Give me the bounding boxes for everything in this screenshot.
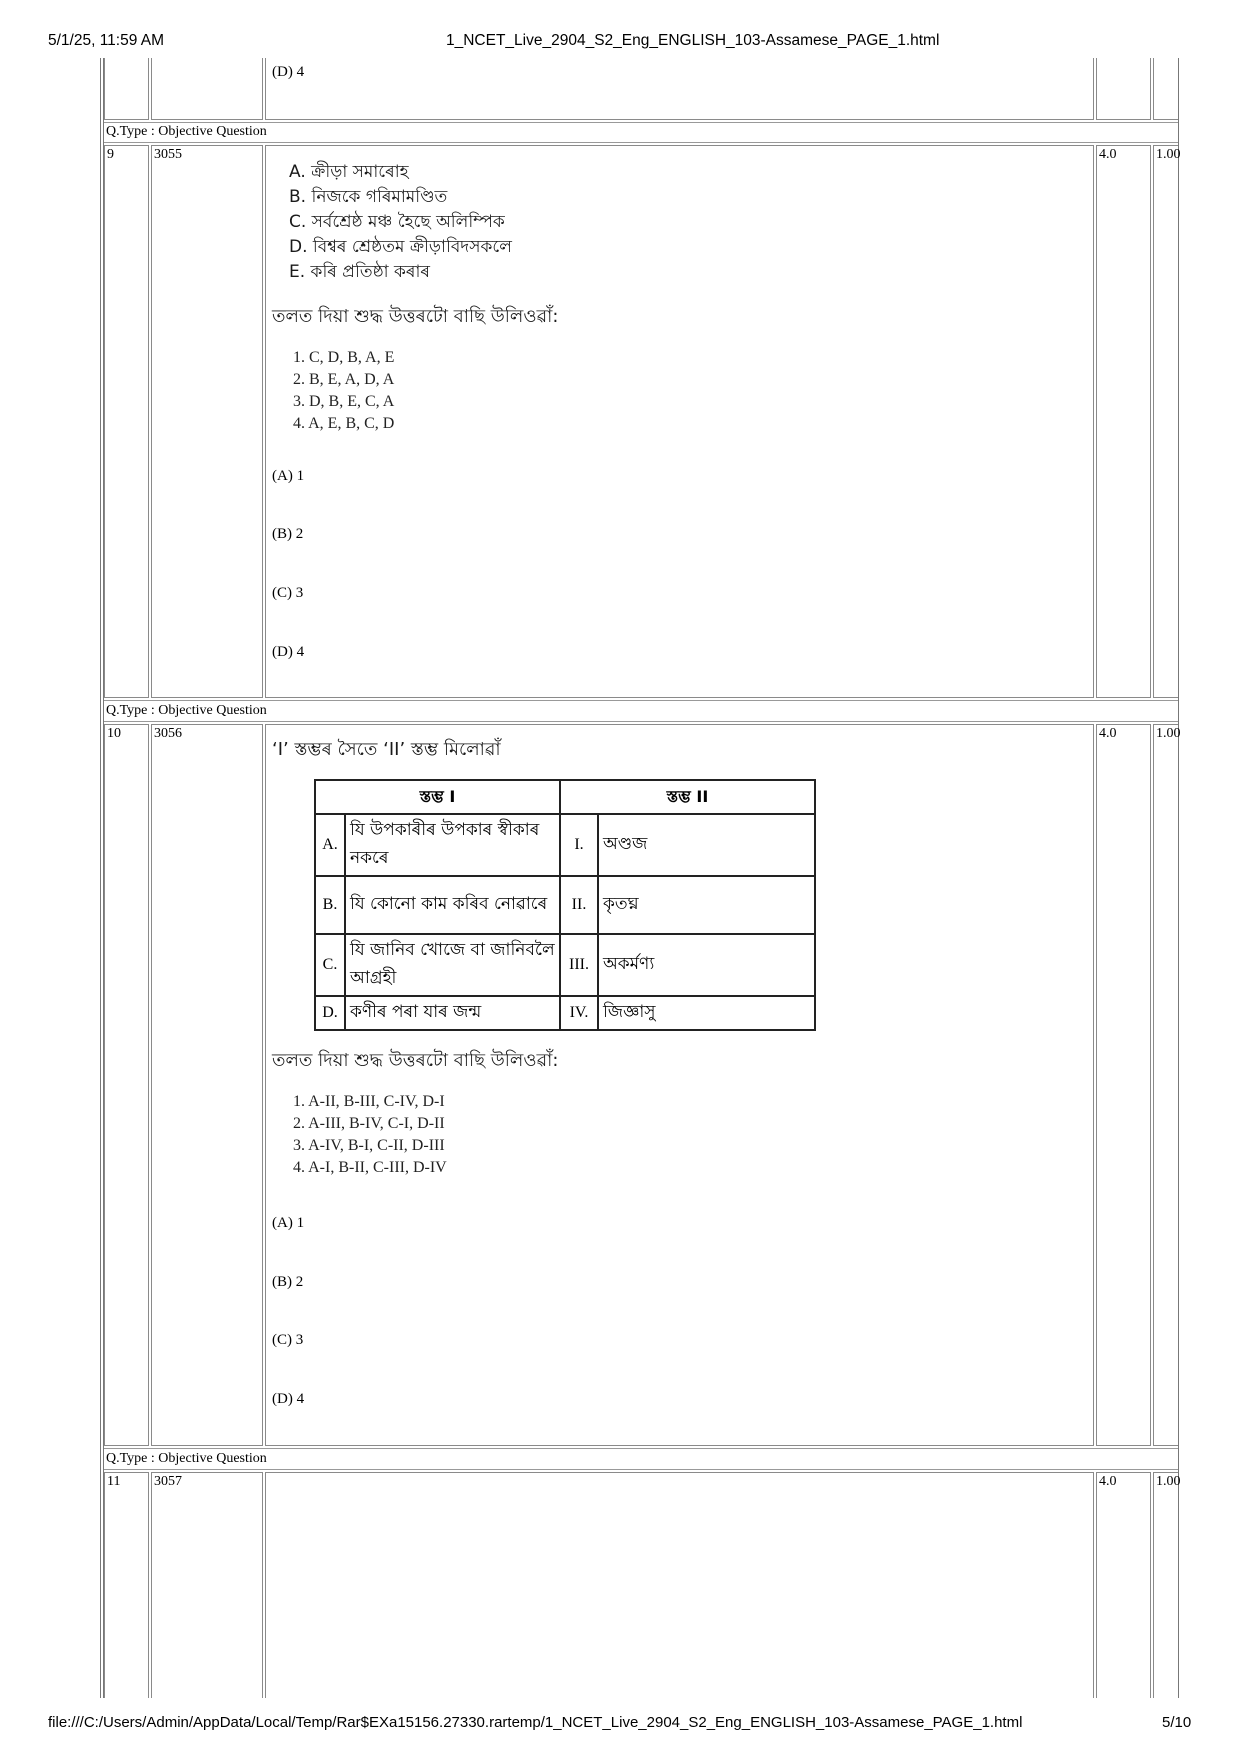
q10-left-item: যি কোনো কাম কৰিব নোৱাৰে bbox=[345, 876, 560, 934]
q11-marks: 4.0 bbox=[1099, 1474, 1117, 1489]
q10-choice: 2. A-III, B-IV, C-I, D-II bbox=[293, 1115, 445, 1132]
q9-choice: 3. D, B, E, C, A bbox=[293, 393, 395, 410]
q10-question-id: 3056 bbox=[154, 726, 182, 741]
q10-right-item: জিজ্ঞাসু bbox=[598, 996, 815, 1030]
q9-option-c: (C) 3 bbox=[272, 585, 304, 601]
divider bbox=[104, 142, 1178, 143]
q9-statement: E. কৰি প্ৰতিষ্ঠা কৰাৰ bbox=[289, 262, 430, 282]
q10-right-item: কৃতঘ্ন bbox=[598, 876, 815, 934]
prev-sno-cell bbox=[104, 58, 149, 120]
q10-match-table bbox=[314, 779, 816, 1031]
q10-left-item: যি জানিব খোজে বা জানিবলৈ আগ্ৰহী bbox=[345, 934, 560, 996]
q10-row-label: D. bbox=[315, 996, 345, 1030]
q9-marks-cell bbox=[1096, 145, 1151, 698]
divider bbox=[104, 700, 1178, 701]
q11-negative-marks: 1.00 bbox=[1156, 1474, 1181, 1489]
prev-marks-cell bbox=[1096, 58, 1151, 120]
q10-choice-list bbox=[293, 1091, 447, 1179]
print-doc-title: 1_NCET_Live_2904_S2_Eng_ENGLISH_103-Assamese_PAGE_1.html bbox=[446, 32, 940, 49]
q9-sno-cell bbox=[104, 145, 149, 698]
print-datetime: 5/1/25, 11:59 AM bbox=[48, 32, 165, 49]
q9-choice-list bbox=[293, 347, 394, 435]
divider bbox=[104, 1448, 1178, 1449]
qtype-label-10: Q.Type : Objective Question bbox=[106, 703, 267, 718]
q9-statement-list bbox=[289, 160, 512, 285]
q11-neg-cell bbox=[1153, 1472, 1181, 1698]
q10-option-a: (A) 1 bbox=[272, 1215, 305, 1231]
q10-row-label: C. bbox=[315, 934, 345, 996]
q11-qid-cell bbox=[151, 1472, 263, 1698]
q9-marks: 4.0 bbox=[1099, 147, 1117, 162]
q11-question-cell bbox=[265, 1472, 1094, 1698]
q9-negative-marks: 1.00 bbox=[1156, 147, 1181, 162]
q10-sno-cell bbox=[104, 724, 149, 1446]
print-page-number: 5/10 bbox=[1162, 1714, 1192, 1731]
divider bbox=[104, 1469, 1178, 1470]
q10-row-label: IV. bbox=[560, 996, 598, 1030]
q11-marks-cell bbox=[1096, 1472, 1151, 1698]
q10-row-label: B. bbox=[315, 876, 345, 934]
prev-question-cell bbox=[265, 58, 1094, 120]
q10-row-label: I. bbox=[560, 814, 598, 876]
prev-option-d: (D) 4 bbox=[272, 64, 305, 80]
q10-serial: 10 bbox=[107, 726, 121, 741]
q10-row-label: III. bbox=[560, 934, 598, 996]
qtype-label-11: Q.Type : Objective Question bbox=[106, 1451, 267, 1466]
q10-instruction: তলত দিয়া শুদ্ধ উত্তৰটো বাছি উলিওৱাঁ: bbox=[272, 1050, 559, 1071]
q10-choice: 1. A-II, B-III, C-IV, D-I bbox=[293, 1093, 445, 1110]
q9-choice: 1. C, D, B, A, E bbox=[293, 349, 395, 366]
q10-row-label: A. bbox=[315, 814, 345, 876]
q10-qid-cell bbox=[151, 724, 263, 1446]
q10-option-b: (B) 2 bbox=[272, 1274, 304, 1290]
q10-choice: 4. A-I, B-II, C-III, D-IV bbox=[293, 1159, 447, 1176]
q9-option-d: (D) 4 bbox=[272, 644, 305, 660]
prev-qid-cell bbox=[151, 58, 263, 120]
q10-neg-cell bbox=[1153, 724, 1181, 1446]
q9-question-id: 3055 bbox=[154, 147, 182, 162]
q11-sno-cell bbox=[104, 1472, 149, 1698]
q10-choice: 3. A-IV, B-I, C-II, D-III bbox=[293, 1137, 445, 1154]
q10-marks-cell bbox=[1096, 724, 1151, 1446]
q11-serial: 11 bbox=[107, 1474, 121, 1489]
q10-right-item: অণ্ডজ bbox=[598, 814, 815, 876]
print-file-path: file:///C:/Users/Admin/AppData/Local/Temp/Rar$EXa15156.27330.rartemp/1_NCET_Live_2904_S2_Eng_ENGLISH_103-Assamese_PAGE_1.html bbox=[48, 1714, 1023, 1731]
q10-row-label: II. bbox=[560, 876, 598, 934]
q10-left-item: যি উপকাৰীৰ উপকাৰ স্বীকাৰ নকৰে bbox=[345, 814, 560, 876]
q9-choice: 4. A, E, B, C, D bbox=[293, 415, 395, 432]
q9-serial: 9 bbox=[107, 147, 114, 162]
q10-prompt: ‘I’ স্তম্ভৰ সৈতে ‘II’ স্তম্ভ মিলোৱাঁ bbox=[272, 739, 501, 760]
q10-right-item: অকৰ্মণ্য bbox=[598, 934, 815, 996]
divider bbox=[104, 122, 1178, 123]
q10-option-c: (C) 3 bbox=[272, 1332, 304, 1348]
q9-statement: C. সৰ্বশ্ৰেষ্ঠ মঞ্চ হৈছে অলিম্পিক bbox=[289, 212, 505, 232]
q10-option-d: (D) 4 bbox=[272, 1391, 305, 1407]
q10-column-2-header: স্তম্ভ II bbox=[560, 780, 815, 814]
prev-neg-cell bbox=[1153, 58, 1178, 120]
q9-option-a: (A) 1 bbox=[272, 468, 305, 484]
qtype-label-9: Q.Type : Objective Question bbox=[106, 124, 267, 139]
table-right-edge bbox=[1178, 58, 1179, 1698]
q9-neg-cell bbox=[1153, 145, 1181, 698]
q9-qid-cell bbox=[151, 145, 263, 698]
q9-statement: B. নিজকে গৰিমামণ্ডিত bbox=[289, 187, 448, 207]
q10-negative-marks: 1.00 bbox=[1156, 726, 1181, 741]
q9-choice: 2. B, E, A, D, A bbox=[293, 371, 395, 388]
q10-marks: 4.0 bbox=[1099, 726, 1117, 741]
q10-left-item: কণীৰ পৰা যাৰ জন্ম bbox=[345, 996, 560, 1030]
divider bbox=[104, 721, 1178, 722]
q9-instruction: তলত দিয়া শুদ্ধ উত্তৰটো বাছি উলিওৱাঁ: bbox=[272, 306, 559, 327]
q9-statement: A. ক্ৰীড়া সমাৰোহ bbox=[289, 162, 409, 182]
q11-question-id: 3057 bbox=[154, 1474, 182, 1489]
q9-statement: D. বিশ্বৰ শ্ৰেষ্ঠতম ক্ৰীড়াবিদসকলে bbox=[289, 237, 512, 257]
q10-column-1-header: স্তম্ভ I bbox=[315, 780, 560, 814]
q9-option-b: (B) 2 bbox=[272, 526, 304, 542]
